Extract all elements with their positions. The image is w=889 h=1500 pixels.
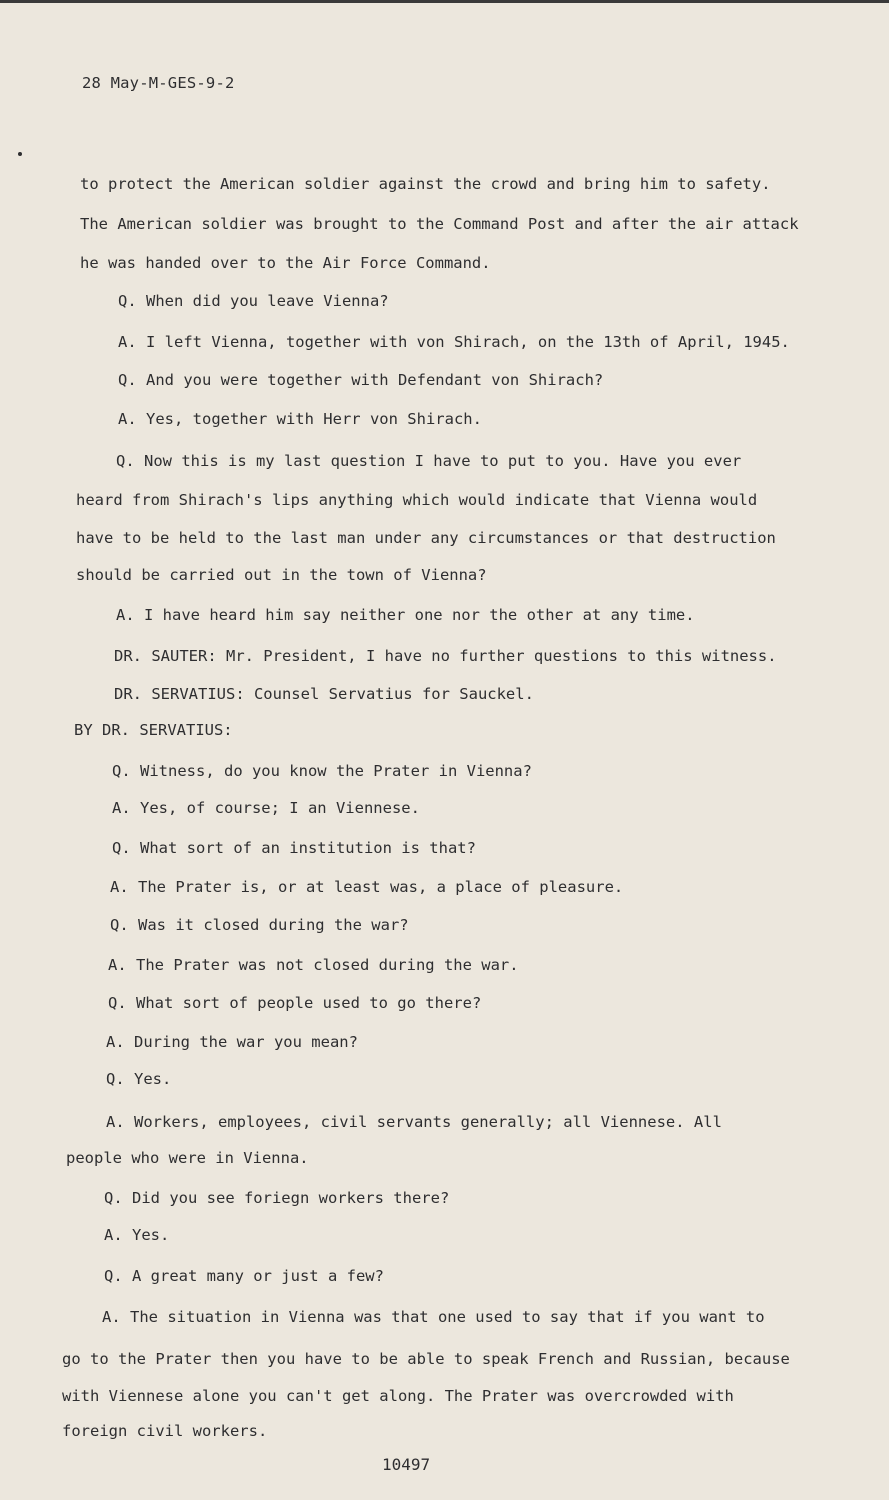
text-line: Q. Yes.: [106, 1070, 172, 1088]
text-line: A. The Prater was not closed during the war.: [108, 956, 519, 974]
text-line: DR. SAUTER: Mr. President, I have no further questions to this witness.: [114, 647, 777, 665]
text-line: A. Yes.: [104, 1226, 170, 1244]
text-line: Q. What sort of an institution is that?: [112, 839, 476, 857]
page-number: 10497: [382, 1455, 431, 1474]
text-line: A. The situation in Vienna was that one used to say that if you want to: [102, 1308, 765, 1326]
text-line: DR. SERVATIUS: Counsel Servatius for Sauckel.: [114, 685, 534, 703]
text-line: A. The Prater is, or at least was, a place of pleasure.: [110, 878, 624, 896]
text-line: Q. Was it closed during the war?: [110, 916, 409, 934]
text-line: go to the Prater then you have to be able to speak French and Russian, because: [62, 1350, 790, 1368]
text-line: Q. Witness, do you know the Prater in Vienna?: [112, 762, 532, 780]
document-header: 28 May-M-GES-9-2: [82, 74, 235, 92]
margin-mark: [18, 152, 22, 156]
text-line: with Viennese alone you can't get along. The Prater was overcrowded with: [62, 1387, 734, 1405]
text-line: BY DR. SERVATIUS:: [74, 721, 233, 739]
text-line: foreign civil workers.: [62, 1422, 268, 1440]
text-line: he was handed over to the Air Force Command.: [80, 254, 491, 272]
text-line: Q. And you were together with Defendant von Shirach?: [118, 371, 604, 389]
text-line: A. Yes, together with Herr von Shirach.: [118, 410, 482, 428]
text-line: Q. A great many or just a few?: [104, 1267, 384, 1285]
text-line: Q. Did you see foriegn workers there?: [104, 1189, 450, 1207]
text-line: to protect the American soldier against the crowd and bring him to safety.: [80, 175, 771, 193]
text-line: A. Workers, employees, civil servants generally; all Viennese. All: [106, 1113, 722, 1131]
text-line: A. Yes, of course; I an Viennese.: [112, 799, 420, 817]
text-line: heard from Shirach's lips anything which would indicate that Vienna would: [76, 491, 758, 509]
text-line: should be carried out in the town of Vienna?: [76, 566, 487, 584]
text-line: A. During the war you mean?: [106, 1033, 358, 1051]
text-line: people who were in Vienna.: [66, 1149, 309, 1167]
text-line: A. I left Vienna, together with von Shirach, on the 13th of April, 1945.: [118, 333, 790, 351]
text-line: A. I have heard him say neither one nor the other at any time.: [116, 606, 695, 624]
text-line: Q. What sort of people used to go there?: [108, 994, 482, 1012]
text-line: Q. Now this is my last question I have to put to you. Have you ever: [116, 452, 742, 470]
text-line: The American soldier was brought to the Command Post and after the air attack: [80, 215, 799, 233]
text-line: have to be held to the last man under any circumstances or that destruction: [76, 529, 776, 547]
text-line: Q. When did you leave Vienna?: [118, 292, 389, 310]
